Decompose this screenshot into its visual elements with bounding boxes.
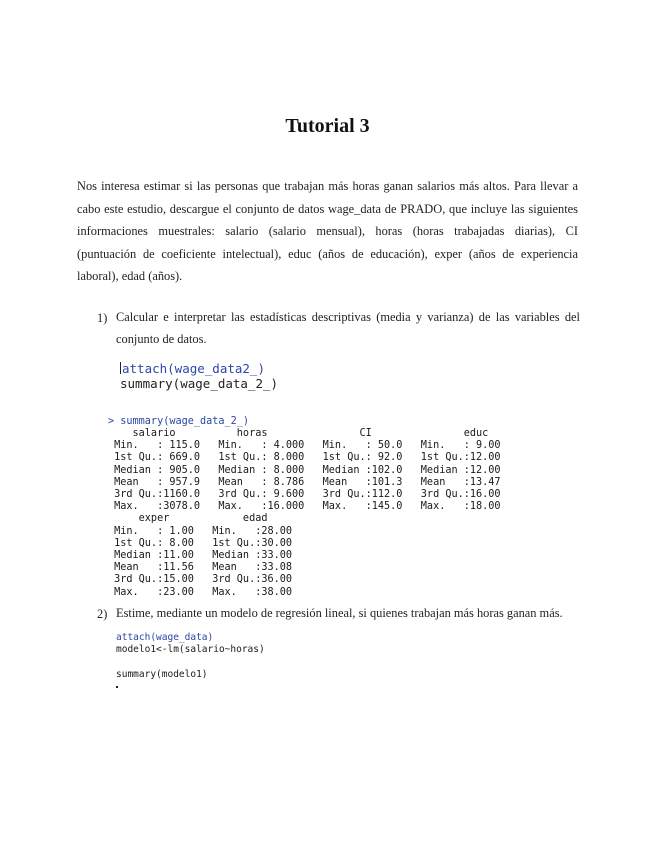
intro-line: cabo este estudio, descargue el conjunto de datos wage_data de PRADO, que incluye las siguientes bbox=[77, 201, 578, 216]
summary-command: > summary(wage_data_2_) bbox=[108, 416, 250, 427]
output-row: Median :11.00 Median :33.00 bbox=[108, 550, 293, 562]
output-header: salario horas CI educ bbox=[108, 428, 489, 439]
code-line: attach(wage_data2_) bbox=[122, 361, 265, 376]
question-line: conjunto de datos. bbox=[116, 332, 207, 346]
output-row: 3rd Qu.:1160.0 3rd Qu.: 9.600 3rd Qu.:112.0 3rd Qu.:16.00 bbox=[108, 489, 501, 501]
code-line: summary(wage_data_2_) bbox=[120, 375, 279, 391]
intro-line: Nos interesa estimar si las personas que trabajan más horas ganan salarios más altos. Para llevar a bbox=[77, 179, 578, 193]
output-row: Min. : 115.0 Min. : 4.000 Min. : 50.0 Min. : 9.00 bbox=[108, 440, 501, 452]
question-2-number: 2) bbox=[97, 607, 108, 621]
code-line: attach(wage_data) bbox=[116, 632, 214, 643]
question-2-text bbox=[116, 602, 580, 624]
question-1-text bbox=[116, 306, 580, 350]
stray-dot bbox=[116, 686, 118, 688]
code-line: modelo1<-lm(salario~horas) bbox=[116, 643, 265, 655]
output-header: exper edad bbox=[108, 513, 268, 525]
question-1-number: 1) bbox=[97, 311, 108, 325]
code-line: summary(modelo1) bbox=[116, 669, 208, 680]
output-row: 1st Qu.: 8.00 1st Qu.:30.00 bbox=[108, 537, 293, 549]
question-line: Estime, mediante un modelo de regresión lineal, si quienes trabajan más horas ganan más. bbox=[116, 606, 563, 620]
output-row: Max. :3078.0 Max. :16.000 Max. :145.0 Max. :18.00 bbox=[108, 501, 501, 513]
summary-output-block-1 bbox=[108, 428, 501, 599]
output-row: Mean : 957.9 Mean : 8.786 Mean :101.3 Mean :13.47 bbox=[108, 476, 501, 488]
r-code-block-2-summary bbox=[116, 669, 208, 681]
r-code-block-1 bbox=[120, 362, 278, 391]
intro-line: (puntuación de coeficiente intelectual), educ (años de educación), exper (años de experiencia bbox=[77, 246, 578, 261]
text-cursor bbox=[120, 362, 121, 374]
output-row: 1st Qu.: 669.0 1st Qu.: 8.000 1st Qu.: 92.0 1st Qu.:12.00 bbox=[108, 452, 501, 464]
output-row: Max. :23.00 Max. :38.00 bbox=[108, 586, 293, 598]
output-row: 3rd Qu.:15.00 3rd Qu.:36.00 bbox=[108, 574, 293, 586]
output-row: Median : 905.0 Median : 8.000 Median :102.0 Median :12.00 bbox=[108, 464, 501, 476]
r-code-block-2 bbox=[116, 632, 265, 655]
intro-paragraph bbox=[77, 175, 578, 288]
output-row: Mean :11.56 Mean :33.08 bbox=[108, 562, 293, 574]
intro-line: informaciones muestrales: salario (salario mensual), horas (horas trabajadas diarias), CI bbox=[77, 224, 578, 239]
question-line: Calcular e interpretar las estadísticas descriptivas (media y varianza) de las variables del bbox=[116, 310, 580, 324]
output-row: Min. : 1.00 Min. :28.00 bbox=[108, 525, 293, 537]
page-title: Tutorial 3 bbox=[285, 115, 370, 137]
intro-line: laboral), edad (años). bbox=[77, 269, 183, 284]
